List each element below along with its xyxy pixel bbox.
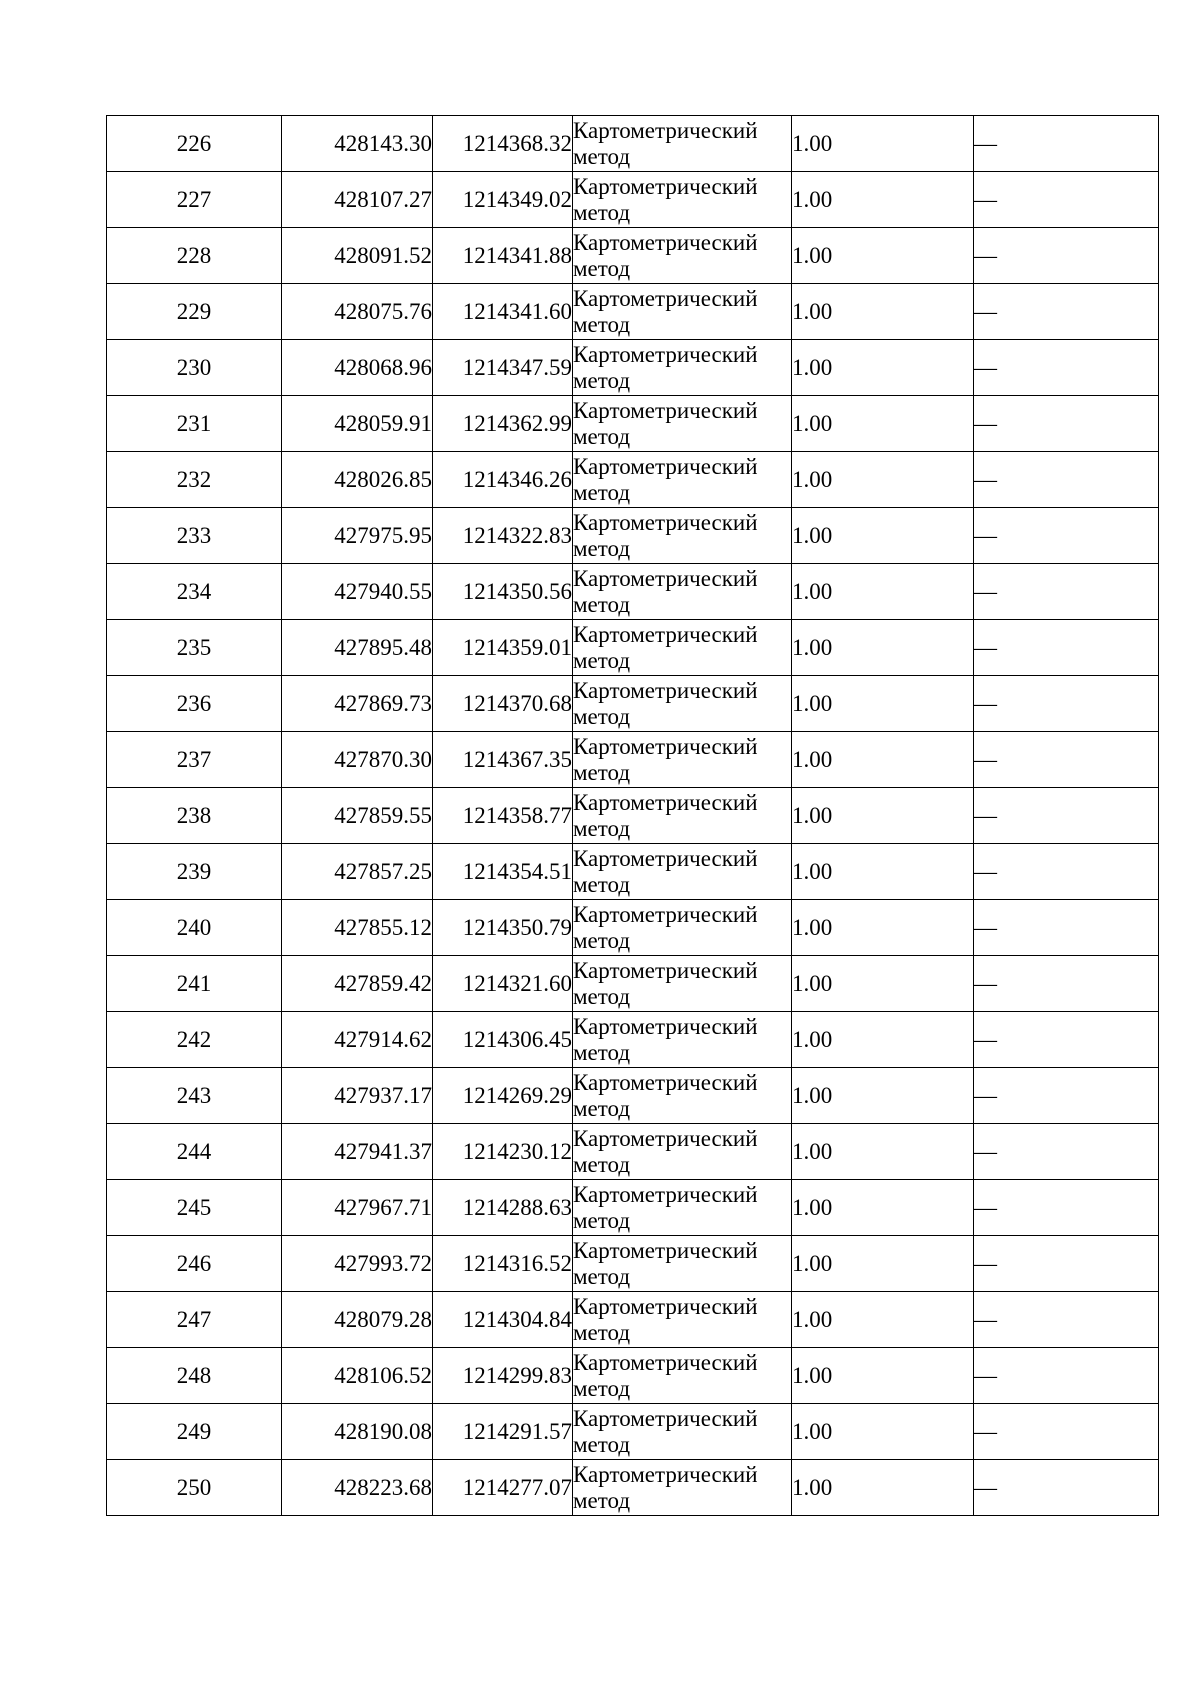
point-number: 244 <box>107 1124 282 1180</box>
method-line-1: Картометрический <box>573 677 758 703</box>
table-row <box>107 1292 1159 1348</box>
method-line-2: метод <box>573 199 631 225</box>
coordinate-x: 427870.30 <box>282 732 433 788</box>
method-line-2: метод <box>573 815 631 841</box>
point-number: 250 <box>107 1460 282 1516</box>
method-cell <box>573 1460 792 1516</box>
point-number: 247 <box>107 1292 282 1348</box>
table-row <box>107 284 1159 340</box>
description-cell: — <box>974 1404 1159 1460</box>
coordinate-y: 1214288.63 <box>433 1180 573 1236</box>
coordinate-y: 1214291.57 <box>433 1404 573 1460</box>
method-cell <box>573 844 792 900</box>
accuracy-value: 1.00 <box>792 900 974 956</box>
table-row <box>107 732 1159 788</box>
method-line-2: метод <box>573 647 631 673</box>
accuracy-value: 1.00 <box>792 228 974 284</box>
coordinates-table-body <box>107 116 1159 1516</box>
method-line-2: метод <box>573 423 631 449</box>
coordinate-x: 427895.48 <box>282 620 433 676</box>
coordinate-y: 1214306.45 <box>433 1012 573 1068</box>
accuracy-value: 1.00 <box>792 396 974 452</box>
table-row <box>107 620 1159 676</box>
method-line-1: Картометрический <box>573 509 758 535</box>
table-row <box>107 340 1159 396</box>
method-cell <box>573 956 792 1012</box>
point-number: 237 <box>107 732 282 788</box>
accuracy-value: 1.00 <box>792 1180 974 1236</box>
coordinate-x: 428091.52 <box>282 228 433 284</box>
table-row <box>107 844 1159 900</box>
coordinate-x: 428223.68 <box>282 1460 433 1516</box>
coordinate-x: 427967.71 <box>282 1180 433 1236</box>
method-line-1: Картометрический <box>573 397 758 423</box>
method-line-2: метод <box>573 1263 631 1289</box>
method-line-2: метод <box>573 927 631 953</box>
description-cell: — <box>974 508 1159 564</box>
point-number: 236 <box>107 676 282 732</box>
coordinates-table <box>106 115 1159 1516</box>
table-row <box>107 956 1159 1012</box>
point-number: 229 <box>107 284 282 340</box>
method-cell <box>573 788 792 844</box>
coordinate-y: 1214359.01 <box>433 620 573 676</box>
method-line-2: метод <box>573 591 631 617</box>
description-cell: — <box>974 1236 1159 1292</box>
coordinate-y: 1214346.26 <box>433 452 573 508</box>
method-line-1: Картометрический <box>573 341 758 367</box>
point-number: 246 <box>107 1236 282 1292</box>
accuracy-value: 1.00 <box>792 732 974 788</box>
accuracy-value: 1.00 <box>792 1348 974 1404</box>
accuracy-value: 1.00 <box>792 620 974 676</box>
point-number: 226 <box>107 116 282 172</box>
method-cell <box>573 620 792 676</box>
method-cell <box>573 1236 792 1292</box>
accuracy-value: 1.00 <box>792 676 974 732</box>
method-line-2: метод <box>573 1487 631 1513</box>
coordinate-x: 427993.72 <box>282 1236 433 1292</box>
method-line-2: метод <box>573 1431 631 1457</box>
method-line-2: метод <box>573 1319 631 1345</box>
description-cell: — <box>974 1348 1159 1404</box>
point-number: 240 <box>107 900 282 956</box>
coordinate-x: 428026.85 <box>282 452 433 508</box>
coordinate-x: 427857.25 <box>282 844 433 900</box>
accuracy-value: 1.00 <box>792 1460 974 1516</box>
coordinate-y: 1214321.60 <box>433 956 573 1012</box>
coordinate-x: 427914.62 <box>282 1012 433 1068</box>
method-cell <box>573 732 792 788</box>
method-cell <box>573 676 792 732</box>
coordinate-x: 427869.73 <box>282 676 433 732</box>
coordinate-y: 1214277.07 <box>433 1460 573 1516</box>
point-number: 228 <box>107 228 282 284</box>
accuracy-value: 1.00 <box>792 340 974 396</box>
accuracy-value: 1.00 <box>792 1404 974 1460</box>
description-cell: — <box>974 1460 1159 1516</box>
method-cell <box>573 1012 792 1068</box>
table-row <box>107 1460 1159 1516</box>
point-number: 227 <box>107 172 282 228</box>
table-row <box>107 1012 1159 1068</box>
description-cell: — <box>974 620 1159 676</box>
method-line-2: метод <box>573 535 631 561</box>
accuracy-value: 1.00 <box>792 1292 974 1348</box>
method-cell <box>573 396 792 452</box>
coordinate-x: 427859.42 <box>282 956 433 1012</box>
coordinate-y: 1214350.56 <box>433 564 573 620</box>
accuracy-value: 1.00 <box>792 564 974 620</box>
method-line-1: Картометрический <box>573 1349 758 1375</box>
coordinate-x: 427859.55 <box>282 788 433 844</box>
method-line-1: Картометрический <box>573 117 758 143</box>
point-number: 249 <box>107 1404 282 1460</box>
method-line-2: метод <box>573 479 631 505</box>
method-line-1: Картометрический <box>573 453 758 479</box>
description-cell: — <box>974 956 1159 1012</box>
method-line-1: Картометрический <box>573 1069 758 1095</box>
table-row <box>107 1348 1159 1404</box>
accuracy-value: 1.00 <box>792 1012 974 1068</box>
table-row <box>107 452 1159 508</box>
accuracy-value: 1.00 <box>792 508 974 564</box>
method-line-2: метод <box>573 311 631 337</box>
coordinate-y: 1214347.59 <box>433 340 573 396</box>
method-cell <box>573 228 792 284</box>
method-line-1: Картометрический <box>573 901 758 927</box>
method-line-1: Картометрический <box>573 229 758 255</box>
method-cell <box>573 508 792 564</box>
coordinate-x: 428107.27 <box>282 172 433 228</box>
table-row <box>107 1236 1159 1292</box>
coordinate-y: 1214304.84 <box>433 1292 573 1348</box>
method-line-2: метод <box>573 367 631 393</box>
description-cell: — <box>974 676 1159 732</box>
coordinate-y: 1214349.02 <box>433 172 573 228</box>
point-number: 243 <box>107 1068 282 1124</box>
description-cell: — <box>974 844 1159 900</box>
point-number: 232 <box>107 452 282 508</box>
coordinate-x: 427941.37 <box>282 1124 433 1180</box>
description-cell: — <box>974 116 1159 172</box>
description-cell: — <box>974 228 1159 284</box>
description-cell: — <box>974 1012 1159 1068</box>
method-line-1: Картометрический <box>573 285 758 311</box>
method-line-1: Картометрический <box>573 789 758 815</box>
method-cell <box>573 172 792 228</box>
table-row <box>107 564 1159 620</box>
point-number: 238 <box>107 788 282 844</box>
coordinate-y: 1214269.29 <box>433 1068 573 1124</box>
point-number: 241 <box>107 956 282 1012</box>
method-line-1: Картометрический <box>573 1293 758 1319</box>
coordinate-y: 1214362.99 <box>433 396 573 452</box>
accuracy-value: 1.00 <box>792 452 974 508</box>
accuracy-value: 1.00 <box>792 956 974 1012</box>
point-number: 230 <box>107 340 282 396</box>
description-cell: — <box>974 900 1159 956</box>
method-cell <box>573 340 792 396</box>
coordinate-x: 428106.52 <box>282 1348 433 1404</box>
coordinate-x: 428079.28 <box>282 1292 433 1348</box>
coordinate-y: 1214322.83 <box>433 508 573 564</box>
coordinate-x: 427975.95 <box>282 508 433 564</box>
accuracy-value: 1.00 <box>792 1236 974 1292</box>
description-cell: — <box>974 1292 1159 1348</box>
table-row <box>107 228 1159 284</box>
table-row <box>107 1068 1159 1124</box>
point-number: 239 <box>107 844 282 900</box>
coordinate-y: 1214230.12 <box>433 1124 573 1180</box>
method-cell <box>573 900 792 956</box>
description-cell: — <box>974 1124 1159 1180</box>
coordinate-x: 427937.17 <box>282 1068 433 1124</box>
accuracy-value: 1.00 <box>792 844 974 900</box>
table-row <box>107 1180 1159 1236</box>
point-number: 235 <box>107 620 282 676</box>
method-line-2: метод <box>573 703 631 729</box>
description-cell: — <box>974 732 1159 788</box>
method-line-1: Картометрический <box>573 565 758 591</box>
method-line-1: Картометрический <box>573 733 758 759</box>
point-number: 231 <box>107 396 282 452</box>
accuracy-value: 1.00 <box>792 284 974 340</box>
description-cell: — <box>974 1180 1159 1236</box>
method-line-2: метод <box>573 255 631 281</box>
description-cell: — <box>974 284 1159 340</box>
table-row <box>107 116 1159 172</box>
coordinate-x: 427855.12 <box>282 900 433 956</box>
method-line-1: Картометрический <box>573 957 758 983</box>
method-cell <box>573 284 792 340</box>
method-line-1: Картометрический <box>573 173 758 199</box>
coordinate-y: 1214358.77 <box>433 788 573 844</box>
method-line-2: метод <box>573 1207 631 1233</box>
method-cell <box>573 1068 792 1124</box>
point-number: 245 <box>107 1180 282 1236</box>
method-cell <box>573 1348 792 1404</box>
method-line-1: Картометрический <box>573 1405 758 1431</box>
table-row <box>107 172 1159 228</box>
coordinate-x: 428068.96 <box>282 340 433 396</box>
method-line-2: метод <box>573 1095 631 1121</box>
method-cell <box>573 564 792 620</box>
coordinate-y: 1214354.51 <box>433 844 573 900</box>
coordinate-y: 1214341.88 <box>433 228 573 284</box>
description-cell: — <box>974 340 1159 396</box>
table-row <box>107 396 1159 452</box>
point-number: 248 <box>107 1348 282 1404</box>
table-row <box>107 1404 1159 1460</box>
coordinate-x: 427940.55 <box>282 564 433 620</box>
description-cell: — <box>974 1068 1159 1124</box>
coordinate-y: 1214368.32 <box>433 116 573 172</box>
table-row <box>107 1124 1159 1180</box>
table-row <box>107 900 1159 956</box>
method-line-2: метод <box>573 983 631 1009</box>
table-row <box>107 676 1159 732</box>
table-row <box>107 788 1159 844</box>
method-cell <box>573 116 792 172</box>
method-line-1: Картометрический <box>573 1461 758 1487</box>
method-cell <box>573 452 792 508</box>
coordinate-x: 428190.08 <box>282 1404 433 1460</box>
description-cell: — <box>974 452 1159 508</box>
method-line-2: метод <box>573 143 631 169</box>
method-line-1: Картометрический <box>573 845 758 871</box>
point-number: 242 <box>107 1012 282 1068</box>
method-line-1: Картометрический <box>573 1125 758 1151</box>
description-cell: — <box>974 788 1159 844</box>
accuracy-value: 1.00 <box>792 788 974 844</box>
method-line-1: Картометрический <box>573 1013 758 1039</box>
method-line-2: метод <box>573 1375 631 1401</box>
method-line-2: метод <box>573 1151 631 1177</box>
method-cell <box>573 1404 792 1460</box>
method-line-1: Картометрический <box>573 621 758 647</box>
coordinate-x: 428075.76 <box>282 284 433 340</box>
method-line-2: метод <box>573 871 631 897</box>
accuracy-value: 1.00 <box>792 1124 974 1180</box>
method-line-2: метод <box>573 1039 631 1065</box>
method-line-2: метод <box>573 759 631 785</box>
coordinate-y: 1214370.68 <box>433 676 573 732</box>
description-cell: — <box>974 172 1159 228</box>
description-cell: — <box>974 564 1159 620</box>
coordinate-x: 428143.30 <box>282 116 433 172</box>
accuracy-value: 1.00 <box>792 1068 974 1124</box>
coordinate-y: 1214350.79 <box>433 900 573 956</box>
coordinate-x: 428059.91 <box>282 396 433 452</box>
method-cell <box>573 1180 792 1236</box>
coordinate-y: 1214367.35 <box>433 732 573 788</box>
coordinate-y: 1214316.52 <box>433 1236 573 1292</box>
method-line-1: Картометрический <box>573 1237 758 1263</box>
description-cell: — <box>974 396 1159 452</box>
table-row <box>107 508 1159 564</box>
method-cell <box>573 1292 792 1348</box>
coordinate-y: 1214341.60 <box>433 284 573 340</box>
accuracy-value: 1.00 <box>792 172 974 228</box>
coordinate-y: 1214299.83 <box>433 1348 573 1404</box>
point-number: 233 <box>107 508 282 564</box>
method-cell <box>573 1124 792 1180</box>
accuracy-value: 1.00 <box>792 116 974 172</box>
point-number: 234 <box>107 564 282 620</box>
method-line-1: Картометрический <box>573 1181 758 1207</box>
